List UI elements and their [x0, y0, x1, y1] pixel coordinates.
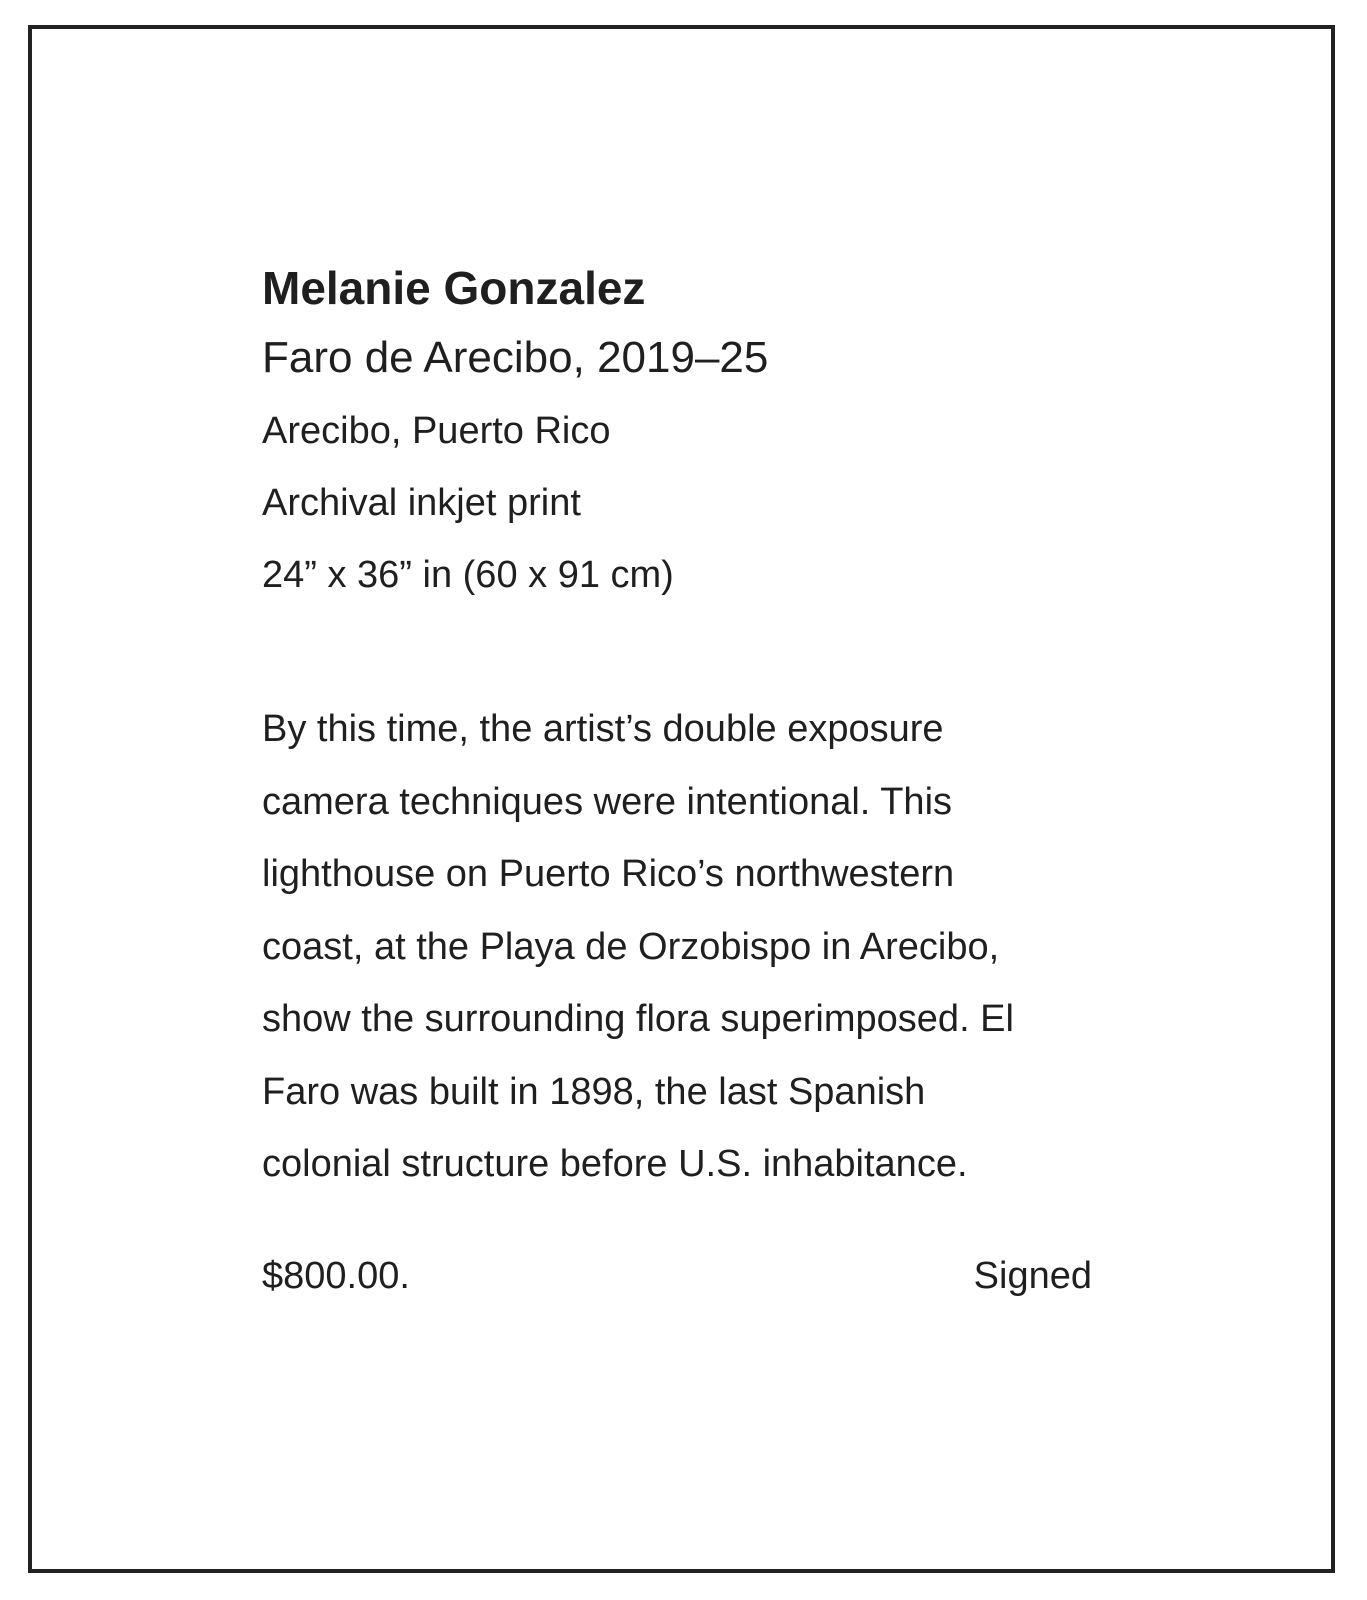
description-line: lighthouse on Puerto Rico’s northwestern: [262, 853, 955, 895]
signed-status: Signed: [973, 1255, 1092, 1297]
artwork-price: $800.00.: [262, 1255, 410, 1297]
description-line: colonial structure before U.S. inhabitance.: [262, 1143, 968, 1185]
artwork-location: Arecibo, Puerto Rico: [262, 410, 611, 452]
artist-name: Melanie Gonzalez: [262, 262, 646, 314]
description-line: Faro was built in 1898, the last Spanish: [262, 1070, 926, 1113]
artwork-dimensions: 24” x 36” in (60 x 91 cm): [262, 554, 674, 596]
artwork-label-card: [28, 25, 1335, 1573]
description-line: coast, at the Playa de Orzobispo in Arecibo,: [262, 925, 1000, 968]
description-line: By this time, the artist’s double exposure: [262, 708, 944, 750]
artwork-description: [262, 693, 1092, 1201]
artwork-medium: Archival inkjet print: [262, 482, 581, 524]
description-line: show the surrounding flora superimposed. El: [262, 998, 1014, 1040]
description-line: camera techniques were intentional. This: [262, 780, 953, 823]
artwork-title: Faro de Arecibo, 2019–25: [262, 333, 769, 382]
